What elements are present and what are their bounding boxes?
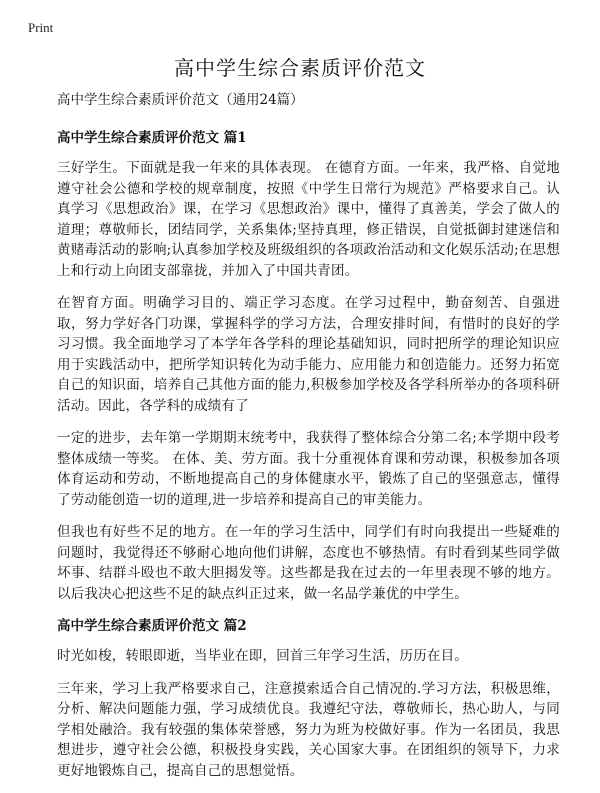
page-title: 高中学生综合素质评价范文 — [174, 56, 426, 80]
paragraph: 时光如梭，转眼即逝，当毕业在即，回首三年学习生活，历历在目。 — [57, 648, 468, 664]
section-heading-2: 高中学生综合素质评价范文 篇2 — [57, 618, 247, 634]
paragraph: 三年来，学习上我严格要求自己，注意摸索适合自己情况的.学习方法，积极思维，分析、解决问题能力强，学习成绩优良。我遵纪守法，尊敬师长，热心助人，与同学相处融洽。我有较强的集体荣誉感，努力为班为校做好事。作为一名团员，我思想进步，遵守社会公德，积极投身实践，关心国家大事。在团组织的领导下，力求更好地锻炼自己，提高自己的思想觉悟。 — [57, 680, 560, 779]
section-heading-1: 高中学生综合素质评价范文 篇1 — [57, 130, 247, 146]
print-label[interactable]: Print — [28, 20, 54, 35]
paragraph: 但我也有好些不足的地方。在一年的学习生活中，同学们有时向我提出一些疑难的问题时，我觉得还不够耐心地向他们讲解，态度也不够热情。有时看到某些同学做坏事、结群斗殴也不敢大胆揭发等。这些都是我在过去的一年里表现不够的地方。以后我决心把这些不足的缺点纠正过来，做一名品学兼优的中学生。 — [57, 524, 560, 602]
document-content — [57, 90, 560, 793]
document-subtitle: 高中学生综合素质评价范文（通用24篇） — [57, 92, 304, 108]
paragraph: 一定的进步，去年第一学期期末统考中，我获得了整体综合分第二名;本学期中段考整体成绩一等奖。 在体、美、劳方面。我十分重视体育课和劳动课，积极参加各项体育运动和劳动，不断地提高自己的身体健康水平，锻炼了自己的坚强意志，懂得了劳动能创造一切的道理,进一步培养和提高自己的审美能力。 — [57, 430, 560, 508]
paragraph: 三好学生。下面就是我一年来的具体表现。 在德育方面。一年来，我严格、自觉地遵守社会公德和学校的规章制度，按照《中学生日常行为规范》严格要求自己。认真学习《思想政治》课，在学习《思想政治》课中，懂得了真善美，学会了做人的道理；尊敬师长，团结同学，关系集体;坚持真理，修正错误，自觉抵御封建迷信和黄赌毒活动的影响;认真参加学校及班级组织的各项政治活动和文化娱乐活动;在思想上和行动上向团支部靠拢，并加入了中国共青团。 — [57, 160, 560, 279]
paragraph: 在智育方面。明确学习目的、端正学习态度。在学习过程中，勤奋刻苦、自强进取，努力学好各门功课，掌握科学的学习方法，合理安排时间，有惜时的良好的学习习惯。我全面地学习了本学年各学科的理论基础知识，同时把所学的理论知识应用于实践活动中，把所学知识转化为动手能力、应用能力和创造能力。还努力拓宽自己的知识面，培养自己其他方面的能力,积极参加学校及各学科所举办的各项科研活动。因此，各学科的成绩有了 — [57, 295, 560, 414]
